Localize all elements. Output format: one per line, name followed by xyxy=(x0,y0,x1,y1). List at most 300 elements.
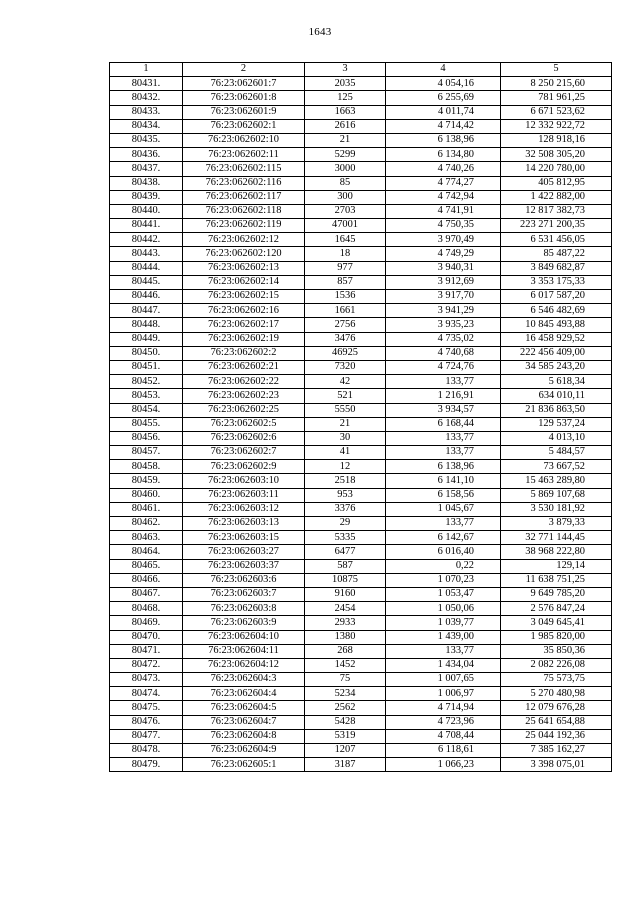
cadastral-value-cell: 6 671 523,62 xyxy=(501,105,612,119)
cadastral-value-cell: 8 250 215,60 xyxy=(501,77,612,91)
cadastral-number-cell: 76:23:062605:1 xyxy=(183,758,305,772)
cadastral-number-cell: 76:23:062602:13 xyxy=(183,261,305,275)
unit-value-cell: 4 714,94 xyxy=(386,701,501,715)
cadastral-value-cell: 11 638 751,25 xyxy=(501,573,612,587)
table-row xyxy=(110,744,612,758)
cadastral-number-cell: 76:23:062602:10 xyxy=(183,133,305,147)
cadastral-value-cell: 6 546 482,69 xyxy=(501,304,612,318)
area-cell: 1380 xyxy=(305,630,386,644)
unit-value-cell: 4 724,76 xyxy=(386,360,501,374)
cadastral-number-cell: 76:23:062602:9 xyxy=(183,460,305,474)
area-cell: 85 xyxy=(305,176,386,190)
cadastral-number-cell: 76:23:062602:120 xyxy=(183,247,305,261)
row-number-cell: 80471. xyxy=(110,644,183,658)
area-cell: 7320 xyxy=(305,360,386,374)
unit-value-cell: 4 714,42 xyxy=(386,119,501,133)
row-number-cell: 80470. xyxy=(110,630,183,644)
cadastral-value-cell: 405 812,95 xyxy=(501,176,612,190)
unit-value-cell: 1 039,77 xyxy=(386,616,501,630)
table-row xyxy=(110,602,612,616)
cadastral-number-cell: 76:23:062604:9 xyxy=(183,744,305,758)
area-cell: 1663 xyxy=(305,105,386,119)
cadastral-number-cell: 76:23:062602:19 xyxy=(183,332,305,346)
table-row xyxy=(110,403,612,417)
cadastral-number-cell: 76:23:062602:116 xyxy=(183,176,305,190)
row-number-cell: 80465. xyxy=(110,559,183,573)
column-header: 3 xyxy=(305,63,386,77)
cadastral-value-cell: 4 013,10 xyxy=(501,431,612,445)
table-row xyxy=(110,460,612,474)
row-number-cell: 80464. xyxy=(110,545,183,559)
cadastral-number-cell: 76:23:062603:7 xyxy=(183,587,305,601)
table-row xyxy=(110,658,612,672)
area-cell: 3476 xyxy=(305,332,386,346)
unit-value-cell: 1 007,65 xyxy=(386,673,501,687)
area-cell: 125 xyxy=(305,91,386,105)
cadastral-number-cell: 76:23:062603:12 xyxy=(183,502,305,516)
row-number-cell: 80459. xyxy=(110,474,183,488)
table-row xyxy=(110,644,612,658)
cadastral-number-cell: 76:23:062602:15 xyxy=(183,290,305,304)
cadastral-number-cell: 76:23:062603:15 xyxy=(183,531,305,545)
table-row xyxy=(110,389,612,403)
row-number-cell: 80433. xyxy=(110,105,183,119)
cadastral-value-cell: 6 017 587,20 xyxy=(501,290,612,304)
table-row xyxy=(110,715,612,729)
unit-value-cell: 6 142,67 xyxy=(386,531,501,545)
area-cell: 5299 xyxy=(305,148,386,162)
area-cell: 10875 xyxy=(305,573,386,587)
area-cell: 30 xyxy=(305,431,386,445)
cadastral-number-cell: 76:23:062602:117 xyxy=(183,190,305,204)
cadastral-value-cell: 7 385 162,27 xyxy=(501,744,612,758)
cadastral-value-cell: 129 537,24 xyxy=(501,417,612,431)
cadastral-number-cell: 76:23:062602:1 xyxy=(183,119,305,133)
row-number-cell: 80467. xyxy=(110,587,183,601)
table-row xyxy=(110,616,612,630)
cadastral-number-cell: 76:23:062602:16 xyxy=(183,304,305,318)
cadastral-number-cell: 76:23:062604:5 xyxy=(183,701,305,715)
table-row xyxy=(110,729,612,743)
row-number-cell: 80457. xyxy=(110,446,183,460)
row-number-cell: 80454. xyxy=(110,403,183,417)
cadastral-number-cell: 76:23:062602:23 xyxy=(183,389,305,403)
area-cell: 2933 xyxy=(305,616,386,630)
cadastral-value-cell: 634 010,11 xyxy=(501,389,612,403)
cadastral-value-cell: 3 049 645,41 xyxy=(501,616,612,630)
unit-value-cell: 6 141,10 xyxy=(386,474,501,488)
row-number-cell: 80444. xyxy=(110,261,183,275)
cadastral-number-cell: 76:23:062602:14 xyxy=(183,275,305,289)
row-number-cell: 80473. xyxy=(110,673,183,687)
cadastral-number-cell: 76:23:062603:6 xyxy=(183,573,305,587)
row-number-cell: 80443. xyxy=(110,247,183,261)
table-row xyxy=(110,531,612,545)
row-number-cell: 80466. xyxy=(110,573,183,587)
cadastral-value-cell: 6 531 456,05 xyxy=(501,233,612,247)
area-cell: 857 xyxy=(305,275,386,289)
unit-value-cell: 3 940,31 xyxy=(386,261,501,275)
cadastral-number-cell: 76:23:062602:22 xyxy=(183,375,305,389)
area-cell: 5550 xyxy=(305,403,386,417)
unit-value-cell: 1 066,23 xyxy=(386,758,501,772)
unit-value-cell: 133,77 xyxy=(386,644,501,658)
column-header: 2 xyxy=(183,63,305,77)
area-cell: 2756 xyxy=(305,318,386,332)
cadastral-value-cell: 781 961,25 xyxy=(501,91,612,105)
cadastral-value-cell: 32 508 305,20 xyxy=(501,148,612,162)
row-number-cell: 80451. xyxy=(110,360,183,374)
row-number-cell: 80462. xyxy=(110,517,183,531)
row-number-cell: 80475. xyxy=(110,701,183,715)
cadastral-value-cell: 1 422 882,00 xyxy=(501,190,612,204)
area-cell: 5319 xyxy=(305,729,386,743)
unit-value-cell: 4 750,35 xyxy=(386,219,501,233)
cadastral-value-cell: 16 458 929,52 xyxy=(501,332,612,346)
unit-value-cell: 4 749,29 xyxy=(386,247,501,261)
row-number-cell: 80458. xyxy=(110,460,183,474)
cadastral-value-cell: 3 879,33 xyxy=(501,517,612,531)
cadastral-value-cell: 2 576 847,24 xyxy=(501,602,612,616)
cadastral-value-cell: 2 082 226,08 xyxy=(501,658,612,672)
cadastral-number-cell: 76:23:062601:9 xyxy=(183,105,305,119)
cadastral-value-cell: 21 836 863,50 xyxy=(501,403,612,417)
unit-value-cell: 3 941,29 xyxy=(386,304,501,318)
cadastral-number-cell: 76:23:062602:17 xyxy=(183,318,305,332)
cadastral-value-cell: 73 667,52 xyxy=(501,460,612,474)
unit-value-cell: 4 708,44 xyxy=(386,729,501,743)
table-row xyxy=(110,360,612,374)
area-cell: 21 xyxy=(305,417,386,431)
unit-value-cell: 0,22 xyxy=(386,559,501,573)
row-number-cell: 80460. xyxy=(110,488,183,502)
row-number-cell: 80448. xyxy=(110,318,183,332)
row-number-cell: 80477. xyxy=(110,729,183,743)
table-row xyxy=(110,559,612,573)
unit-value-cell: 3 934,57 xyxy=(386,403,501,417)
table-row xyxy=(110,431,612,445)
table-row xyxy=(110,190,612,204)
unit-value-cell: 1 053,47 xyxy=(386,587,501,601)
row-number-cell: 80468. xyxy=(110,602,183,616)
area-cell: 268 xyxy=(305,644,386,658)
area-cell: 6477 xyxy=(305,545,386,559)
table-row xyxy=(110,701,612,715)
cadastral-value-cell: 3 398 075,01 xyxy=(501,758,612,772)
table-row xyxy=(110,105,612,119)
area-cell: 5428 xyxy=(305,715,386,729)
unit-value-cell: 4 740,26 xyxy=(386,162,501,176)
cadastral-number-cell: 76:23:062603:11 xyxy=(183,488,305,502)
cadastral-value-cell: 12 817 382,73 xyxy=(501,204,612,218)
cadastral-value-cell: 5 270 480,98 xyxy=(501,687,612,701)
unit-value-cell: 133,77 xyxy=(386,517,501,531)
table-row xyxy=(110,275,612,289)
table-row xyxy=(110,119,612,133)
table-row xyxy=(110,162,612,176)
cadastral-value-cell: 25 641 654,88 xyxy=(501,715,612,729)
area-cell: 75 xyxy=(305,673,386,687)
row-number-cell: 80478. xyxy=(110,744,183,758)
unit-value-cell: 1 070,23 xyxy=(386,573,501,587)
table-header-row xyxy=(110,63,612,77)
area-cell: 3376 xyxy=(305,502,386,516)
cadastral-number-cell: 76:23:062602:12 xyxy=(183,233,305,247)
cadastral-number-cell: 76:23:062603:37 xyxy=(183,559,305,573)
area-cell: 2616 xyxy=(305,119,386,133)
cadastral-value-cell: 10 845 493,88 xyxy=(501,318,612,332)
cadastral-number-cell: 76:23:062604:11 xyxy=(183,644,305,658)
table-row xyxy=(110,219,612,233)
table-row xyxy=(110,204,612,218)
unit-value-cell: 133,77 xyxy=(386,431,501,445)
table-row xyxy=(110,91,612,105)
unit-value-cell: 6 134,80 xyxy=(386,148,501,162)
cadastral-number-cell: 76:23:062602:11 xyxy=(183,148,305,162)
row-number-cell: 80479. xyxy=(110,758,183,772)
area-cell: 2562 xyxy=(305,701,386,715)
cadastral-value-cell: 3 849 682,87 xyxy=(501,261,612,275)
area-cell: 2518 xyxy=(305,474,386,488)
cadastral-number-cell: 76:23:062602:119 xyxy=(183,219,305,233)
cadastral-number-cell: 76:23:062603:10 xyxy=(183,474,305,488)
table-row xyxy=(110,332,612,346)
cadastral-number-cell: 76:23:062604:10 xyxy=(183,630,305,644)
cadastral-number-cell: 76:23:062602:25 xyxy=(183,403,305,417)
table-row xyxy=(110,77,612,91)
cadastral-number-cell: 76:23:062601:8 xyxy=(183,91,305,105)
row-number-cell: 80441. xyxy=(110,219,183,233)
cadastral-number-cell: 76:23:062603:27 xyxy=(183,545,305,559)
area-cell: 521 xyxy=(305,389,386,403)
area-cell: 5335 xyxy=(305,531,386,545)
table-row xyxy=(110,545,612,559)
unit-value-cell: 3 917,70 xyxy=(386,290,501,304)
table-row xyxy=(110,502,612,516)
unit-value-cell: 1 045,67 xyxy=(386,502,501,516)
row-number-cell: 80438. xyxy=(110,176,183,190)
table-row xyxy=(110,375,612,389)
cadastral-value-cell: 223 271 200,35 xyxy=(501,219,612,233)
cadastral-value-cell: 32 771 144,45 xyxy=(501,531,612,545)
cadastral-number-cell: 76:23:062602:2 xyxy=(183,346,305,360)
table-row xyxy=(110,290,612,304)
cadastral-value-cell: 85 487,22 xyxy=(501,247,612,261)
table-row xyxy=(110,148,612,162)
cadastral-value-cell: 35 850,36 xyxy=(501,644,612,658)
cadastral-number-cell: 76:23:062604:3 xyxy=(183,673,305,687)
table-row xyxy=(110,176,612,190)
cadastral-value-cell: 9 649 785,20 xyxy=(501,587,612,601)
unit-value-cell: 4 735,02 xyxy=(386,332,501,346)
area-cell: 47001 xyxy=(305,219,386,233)
cadastral-number-cell: 76:23:062602:7 xyxy=(183,446,305,460)
area-cell: 42 xyxy=(305,375,386,389)
cadastral-value-cell: 75 573,75 xyxy=(501,673,612,687)
area-cell: 1661 xyxy=(305,304,386,318)
table-row xyxy=(110,261,612,275)
row-number-cell: 80453. xyxy=(110,389,183,403)
row-number-cell: 80472. xyxy=(110,658,183,672)
area-cell: 3187 xyxy=(305,758,386,772)
cadastral-value-cell: 15 463 289,80 xyxy=(501,474,612,488)
column-header: 1 xyxy=(110,63,183,77)
area-cell: 3000 xyxy=(305,162,386,176)
table-row xyxy=(110,630,612,644)
table-row xyxy=(110,517,612,531)
row-number-cell: 80469. xyxy=(110,616,183,630)
cadastral-value-cell: 222 456 409,00 xyxy=(501,346,612,360)
unit-value-cell: 4 723,96 xyxy=(386,715,501,729)
cadastral-value-cell: 5 618,34 xyxy=(501,375,612,389)
area-cell: 587 xyxy=(305,559,386,573)
unit-value-cell: 3 970,49 xyxy=(386,233,501,247)
cadastral-number-cell: 76:23:062604:4 xyxy=(183,687,305,701)
area-cell: 953 xyxy=(305,488,386,502)
area-cell: 2035 xyxy=(305,77,386,91)
unit-value-cell: 6 138,96 xyxy=(386,133,501,147)
row-number-cell: 80452. xyxy=(110,375,183,389)
unit-value-cell: 6 255,69 xyxy=(386,91,501,105)
area-cell: 29 xyxy=(305,517,386,531)
row-number-cell: 80440. xyxy=(110,204,183,218)
table-row xyxy=(110,133,612,147)
unit-value-cell: 1 439,00 xyxy=(386,630,501,644)
unit-value-cell: 4 054,16 xyxy=(386,77,501,91)
unit-value-cell: 1 006,97 xyxy=(386,687,501,701)
area-cell: 300 xyxy=(305,190,386,204)
unit-value-cell: 1 216,91 xyxy=(386,389,501,403)
area-cell: 9160 xyxy=(305,587,386,601)
cadastral-number-cell: 76:23:062603:13 xyxy=(183,517,305,531)
table-row xyxy=(110,446,612,460)
unit-value-cell: 133,77 xyxy=(386,446,501,460)
cadastral-number-cell: 76:23:062604:7 xyxy=(183,715,305,729)
table-row xyxy=(110,318,612,332)
area-cell: 41 xyxy=(305,446,386,460)
cadastral-value-cell: 1 985 820,00 xyxy=(501,630,612,644)
cadastral-value-cell: 3 530 181,92 xyxy=(501,502,612,516)
row-number-cell: 80435. xyxy=(110,133,183,147)
table-row xyxy=(110,587,612,601)
area-cell: 1452 xyxy=(305,658,386,672)
unit-value-cell: 133,77 xyxy=(386,375,501,389)
table-row xyxy=(110,474,612,488)
column-header: 4 xyxy=(386,63,501,77)
unit-value-cell: 4 011,74 xyxy=(386,105,501,119)
area-cell: 18 xyxy=(305,247,386,261)
table-row xyxy=(110,758,612,772)
table-body xyxy=(110,77,612,772)
unit-value-cell: 6 168,44 xyxy=(386,417,501,431)
row-number-cell: 80432. xyxy=(110,91,183,105)
row-number-cell: 80474. xyxy=(110,687,183,701)
cadastral-number-cell: 76:23:062602:115 xyxy=(183,162,305,176)
row-number-cell: 80447. xyxy=(110,304,183,318)
table-row xyxy=(110,247,612,261)
table-row xyxy=(110,304,612,318)
cadastral-value-cell: 12 079 676,28 xyxy=(501,701,612,715)
unit-value-cell: 4 774,27 xyxy=(386,176,501,190)
row-number-cell: 80439. xyxy=(110,190,183,204)
table-row xyxy=(110,687,612,701)
unit-value-cell: 6 016,40 xyxy=(386,545,501,559)
cadastral-value-cell: 38 968 222,80 xyxy=(501,545,612,559)
row-number-cell: 80442. xyxy=(110,233,183,247)
area-cell: 5234 xyxy=(305,687,386,701)
row-number-cell: 80446. xyxy=(110,290,183,304)
cadastral-number-cell: 76:23:062603:9 xyxy=(183,616,305,630)
cadastral-value-cell: 14 220 780,00 xyxy=(501,162,612,176)
unit-value-cell: 6 118,61 xyxy=(386,744,501,758)
row-number-cell: 80450. xyxy=(110,346,183,360)
table-row xyxy=(110,573,612,587)
unit-value-cell: 1 050,06 xyxy=(386,602,501,616)
area-cell: 2454 xyxy=(305,602,386,616)
cadastral-number-cell: 76:23:062604:8 xyxy=(183,729,305,743)
area-cell: 21 xyxy=(305,133,386,147)
cadastral-value-cell: 3 353 175,33 xyxy=(501,275,612,289)
cadastral-value-cell: 5 484,57 xyxy=(501,446,612,460)
cadastral-value-cell: 12 332 922,72 xyxy=(501,119,612,133)
row-number-cell: 80431. xyxy=(110,77,183,91)
cadastral-number-cell: 76:23:062603:8 xyxy=(183,602,305,616)
unit-value-cell: 6 158,56 xyxy=(386,488,501,502)
cadastral-value-cell: 128 918,16 xyxy=(501,133,612,147)
cadastral-value-cell: 25 044 192,36 xyxy=(501,729,612,743)
cadastral-value-cell: 129,14 xyxy=(501,559,612,573)
page-number: 1643 xyxy=(308,26,332,38)
table-row xyxy=(110,346,612,360)
row-number-cell: 80449. xyxy=(110,332,183,346)
row-number-cell: 80455. xyxy=(110,417,183,431)
area-cell: 977 xyxy=(305,261,386,275)
row-number-cell: 80445. xyxy=(110,275,183,289)
area-cell: 46925 xyxy=(305,346,386,360)
row-number-cell: 80461. xyxy=(110,502,183,516)
area-cell: 2703 xyxy=(305,204,386,218)
unit-value-cell: 4 742,94 xyxy=(386,190,501,204)
unit-value-cell: 4 741,91 xyxy=(386,204,501,218)
row-number-cell: 80437. xyxy=(110,162,183,176)
unit-value-cell: 3 912,69 xyxy=(386,275,501,289)
cadastral-value-table xyxy=(109,62,612,772)
area-cell: 1207 xyxy=(305,744,386,758)
unit-value-cell: 6 138,96 xyxy=(386,460,501,474)
cadastral-value-cell: 34 585 243,20 xyxy=(501,360,612,374)
cadastral-number-cell: 76:23:062602:6 xyxy=(183,431,305,445)
unit-value-cell: 4 740,68 xyxy=(386,346,501,360)
cadastral-number-cell: 76:23:062602:5 xyxy=(183,417,305,431)
cadastral-value-cell: 5 869 107,68 xyxy=(501,488,612,502)
row-number-cell: 80463. xyxy=(110,531,183,545)
unit-value-cell: 1 434,04 xyxy=(386,658,501,672)
table-row xyxy=(110,417,612,431)
row-number-cell: 80476. xyxy=(110,715,183,729)
area-cell: 1645 xyxy=(305,233,386,247)
cadastral-number-cell: 76:23:062602:118 xyxy=(183,204,305,218)
table-row xyxy=(110,673,612,687)
table-row xyxy=(110,488,612,502)
area-cell: 12 xyxy=(305,460,386,474)
row-number-cell: 80456. xyxy=(110,431,183,445)
table-row xyxy=(110,233,612,247)
cadastral-number-cell: 76:23:062601:7 xyxy=(183,77,305,91)
cadastral-number-cell: 76:23:062602:21 xyxy=(183,360,305,374)
area-cell: 1536 xyxy=(305,290,386,304)
column-header: 5 xyxy=(501,63,612,77)
row-number-cell: 80434. xyxy=(110,119,183,133)
